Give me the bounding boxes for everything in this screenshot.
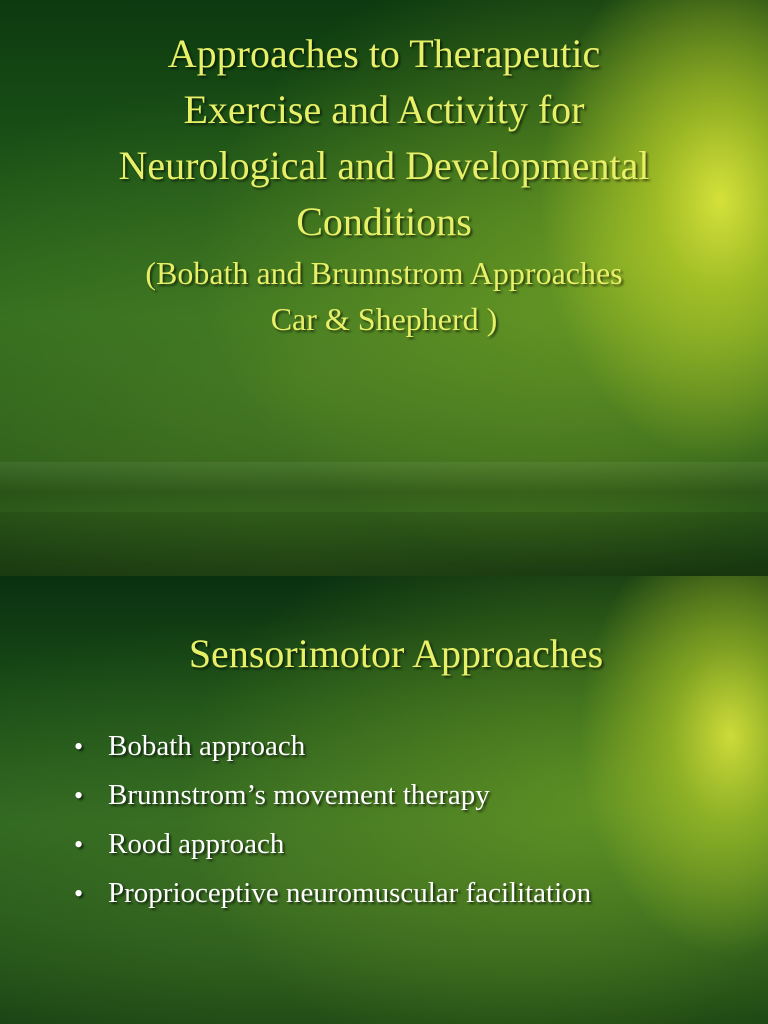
slide-subtitle-line: Car & Shepherd ) <box>270 301 498 337</box>
bullet-item <box>74 820 591 869</box>
slide-title-block <box>0 26 768 342</box>
bullet-list <box>74 722 591 918</box>
slide-title-line: Exercise and Activity for <box>183 87 585 132</box>
bullet-icon: • <box>74 732 84 761</box>
bullet-text: Bobath approach <box>108 730 306 762</box>
slide-background-band-lower <box>0 512 768 576</box>
slide-title-line: Approaches to Therapeutic <box>167 31 601 76</box>
bullet-icon: • <box>74 830 84 859</box>
bullet-text: Brunnstrom’s movement therapy <box>108 779 490 811</box>
slide-title-line: Neurological and Developmental <box>118 143 650 188</box>
slide-background-band <box>0 462 768 512</box>
bullet-text: Proprioceptive neuromuscular facilitation <box>108 877 592 909</box>
slide-2 <box>0 576 768 1024</box>
bullet-icon: • <box>74 879 84 908</box>
slide-title: Sensorimotor Approaches <box>188 631 604 676</box>
slide-title-line: Conditions <box>296 199 472 244</box>
bullet-text: Rood approach <box>108 828 285 860</box>
bullet-item <box>74 771 591 820</box>
bullet-item <box>74 869 591 918</box>
bullet-item <box>74 722 591 771</box>
bullet-icon: • <box>74 781 84 810</box>
slide-subtitle-line: (Bobath and Brunnstrom Approaches <box>145 255 623 291</box>
